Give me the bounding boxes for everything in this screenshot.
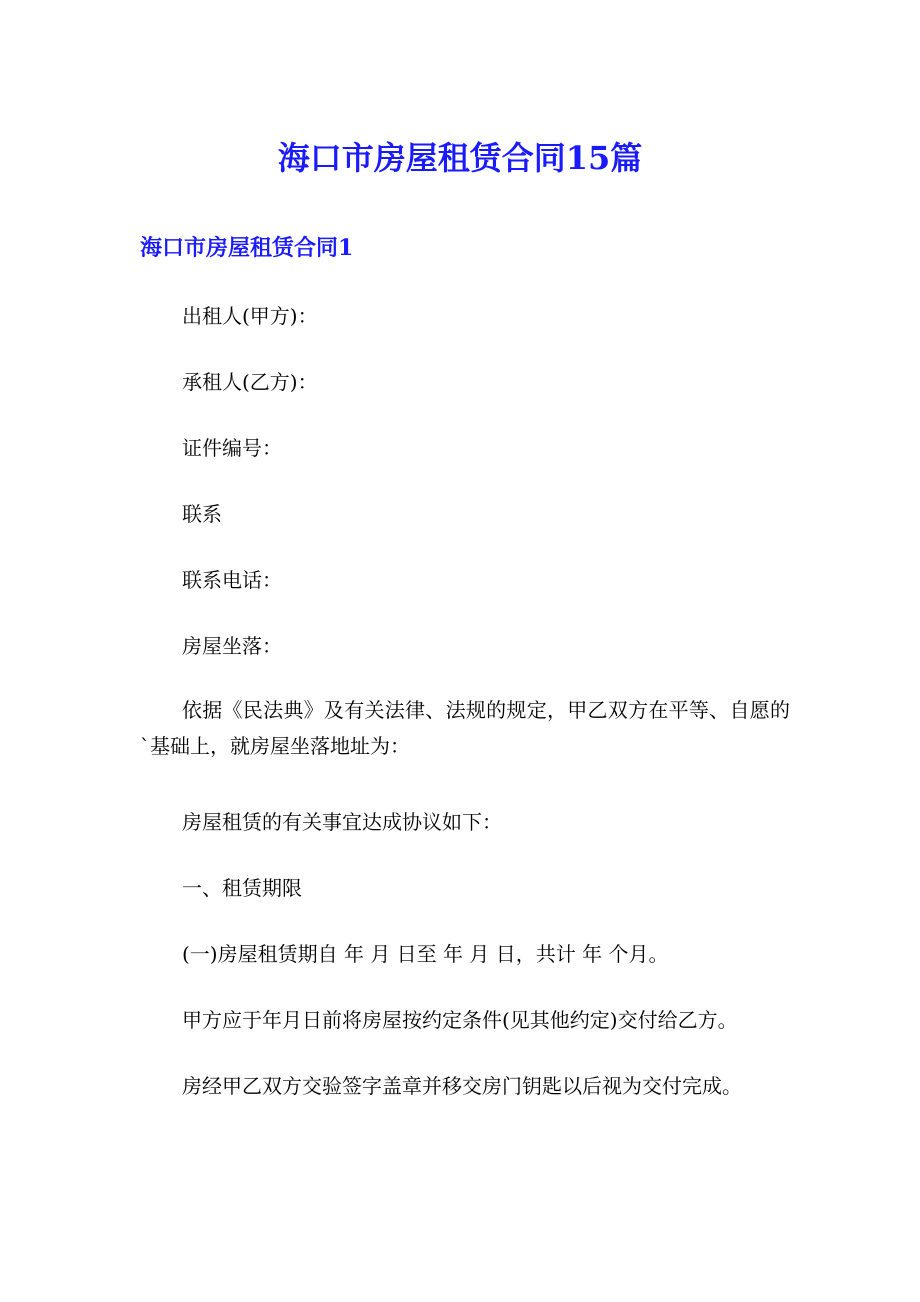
paragraph-legal-basis: 依据《民法典》及有关法律、法规的规定，甲乙双方在平等、自愿的`基础上，就房屋坐落地址为： — [140, 698, 790, 758]
paragraph-id-number: 证件编号： — [182, 436, 282, 460]
paragraph-lease-term-heading: 一、租赁期限 — [182, 876, 302, 900]
paragraph-phone: 联系电话： — [182, 568, 282, 592]
paragraph-contact: 联系 — [182, 502, 222, 526]
paragraph-handover: 房经甲乙双方交验签字盖章并移交房门钥匙以后视为交付完成。 — [182, 1074, 742, 1098]
paragraph-delivery: 甲方应于年月日前将房屋按约定条件(见其他约定)交付给乙方。 — [182, 1008, 738, 1032]
paragraph-lease-period: (一)房屋租赁期自 年 月 日至 年 月 日，共计 年 个月。 — [182, 942, 669, 966]
document-title: 海口市房屋租赁合同15篇 — [277, 139, 643, 177]
paragraph-agreement: 房屋租赁的有关事宜达成协议如下： — [182, 810, 502, 834]
section-title: 海口市房屋租赁合同1 — [140, 235, 354, 261]
paragraph-lessee: 承租人(乙方)： — [182, 370, 318, 394]
paragraph-lessor: 出租人(甲方)： — [182, 304, 318, 328]
paragraph-house-location: 房屋坐落： — [182, 634, 282, 658]
